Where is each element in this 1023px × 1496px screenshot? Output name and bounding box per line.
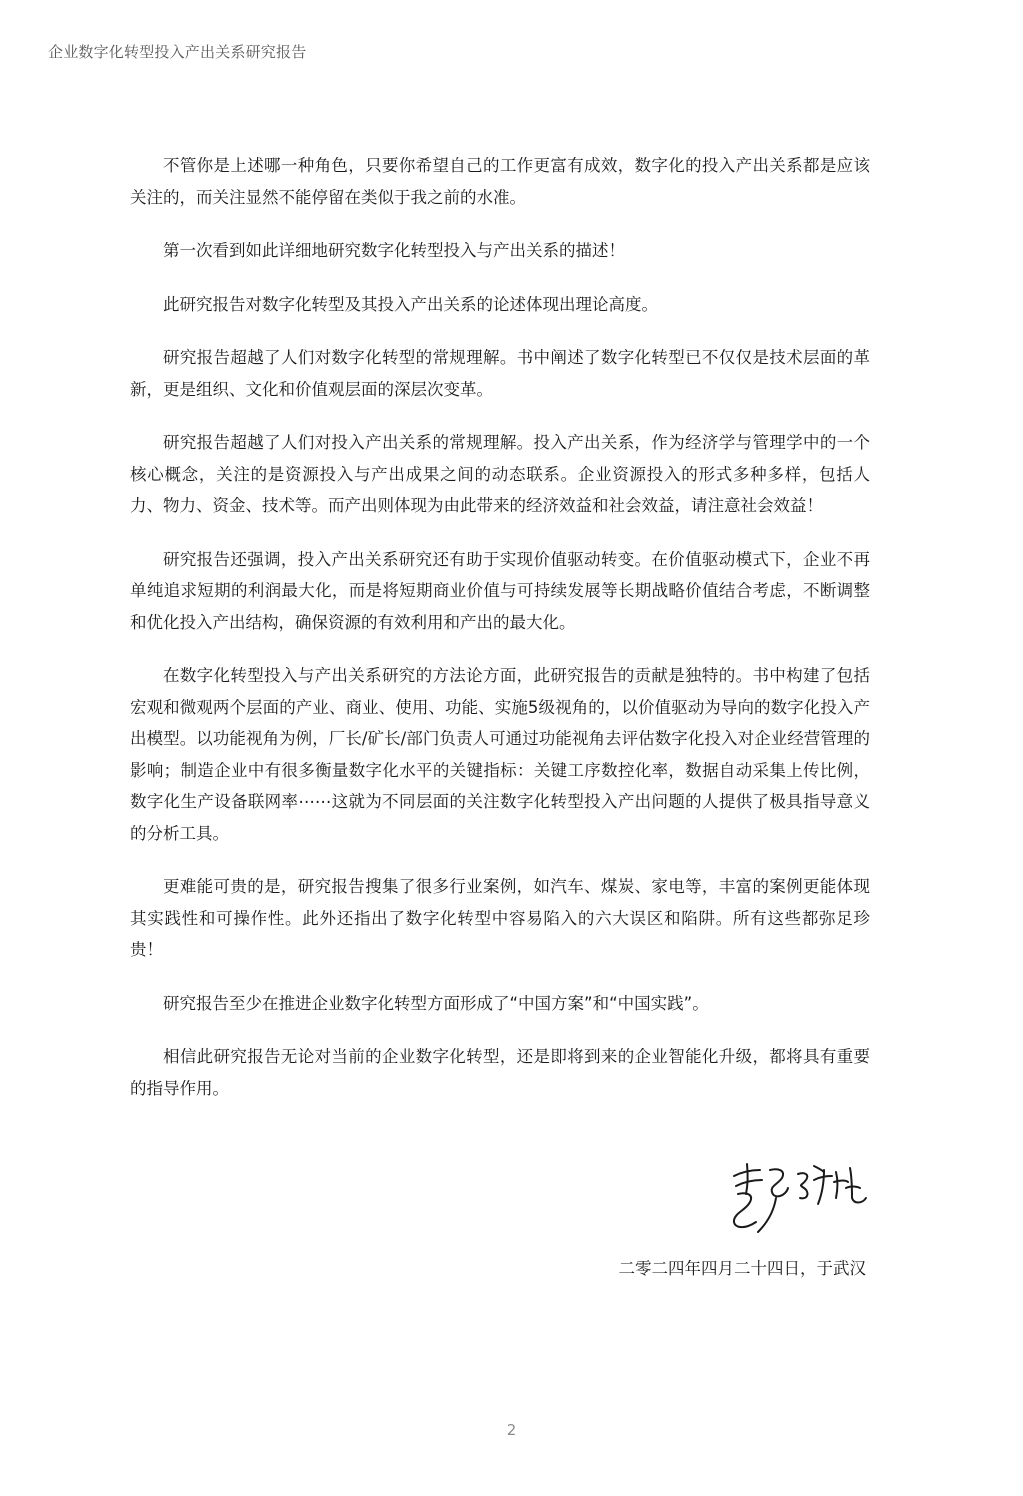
paragraph: 研究报告超越了人们对投入产出关系的常规理解。投入产出关系，作为经济学与管理学中的一个核心概念，关注的是资源投入与产出成果之间的动态联系。企业资源投入的形式多种多样，包括人力、物力、资金、技术等。而产出则体现为由此带来的经济效益和社会效益，请注意社会效益！ xyxy=(130,433,870,515)
paragraph: 不管你是上述哪一种角色，只要你希望自己的工作更富有成效，数字化的投入产出关系都是应该关注的，而关注显然不能停留在类似于我之前的水准。 xyxy=(130,156,870,207)
paragraph: 研究报告超越了人们对数字化转型的常规理解。书中阐述了数字化转型已不仅仅是技术层面的革新，更是组织、文化和价值观层面的深层次变革。 xyxy=(130,348,870,399)
running-header: 企业数字化转型投入产出关系研究报告 xyxy=(48,43,307,61)
signature-date-place: 二零二四年四月二十四日，于武汉 xyxy=(618,1259,866,1278)
paragraph: 在数字化转型投入与产出关系研究的方法论方面，此研究报告的贡献是独特的。书中构建了包括宏观和微观两个层面的产业、商业、使用、功能、实施5级视角的，以价值驱动为导向的数字化投入产出模型。以功能视角为例，厂长/矿长/部门负责人可通过功能视角去评估数字化投入对企业经营管理的影响；制造企业中有很多衡量数字化水平的关键指标：关键工序数控化率，数据自动采集上传比例，数字化生产设备联网率⋯⋯这就为不同层面的关注数字化转型投入产出问题的人提供了极具指导意义的分析工具。 xyxy=(130,666,870,843)
paragraph: 研究报告还强调，投入产出关系研究还有助于实现价值驱动转变。在价值驱动模式下，企业不再单纯追求短期的利润最大化，而是将短期商业价值与可持续发展等长期战略价值结合考虑，不断调整和优化投入产出结构，确保资源的有效利用和产出的最大化。 xyxy=(130,549,870,632)
paragraph: 此研究报告对数字化转型及其投入产出关系的论述体现出理论高度。 xyxy=(163,294,658,314)
paragraph: 研究报告至少在推进企业数字化转型方面形成了“中国方案”和“中国实践”。 xyxy=(163,993,709,1013)
paragraph: 相信此研究报告无论对当前的企业数字化转型，还是即将到来的企业智能化升级，都将具有重要的指导作用。 xyxy=(130,1047,870,1098)
paragraph: 更难能可贵的是，研究报告搜集了很多行业案例，如汽车、煤炭、家电等，丰富的案例更能体现其实践性和可操作性。此外还指出了数字化转型中容易陷入的六大误区和陷阱。所有这些都弥足珍贵！ xyxy=(130,877,870,959)
handwritten-signature xyxy=(728,1158,870,1238)
paragraph: 第一次看到如此详细地研究数字化转型投入与产出关系的描述！ xyxy=(163,241,625,260)
page-number: 2 xyxy=(506,1421,517,1439)
letter-body xyxy=(130,150,870,1126)
